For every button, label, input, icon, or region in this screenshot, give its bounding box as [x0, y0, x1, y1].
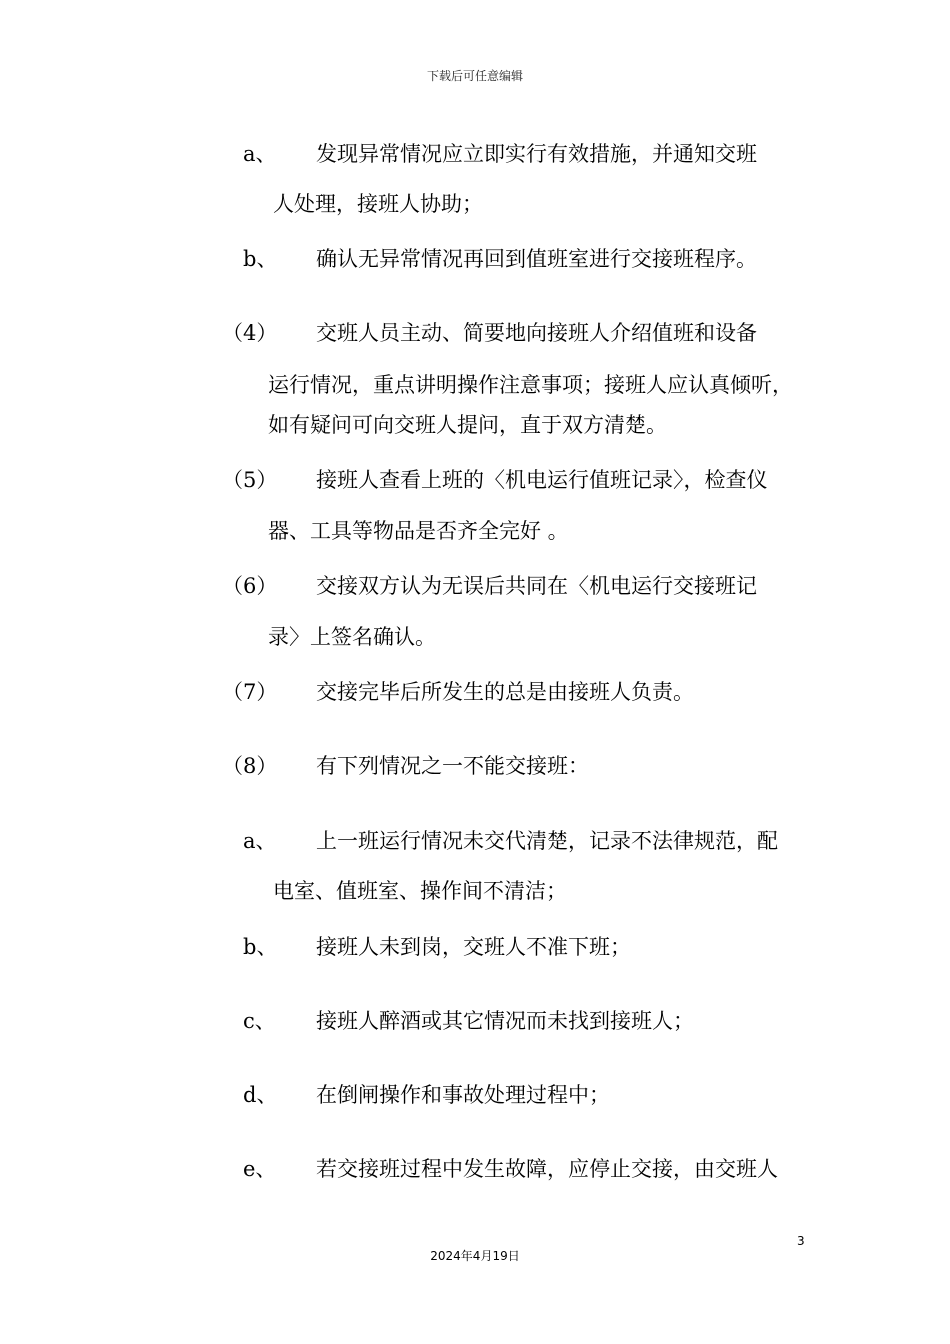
paragraph-line: 交接完毕后所发生的总是由接班人负责。	[316, 680, 694, 704]
paragraph-line: 接班人查看上班的〈机电运行值班记录〉，检查仪	[316, 468, 768, 492]
paragraph-line: 人处理，接班人协助；	[273, 192, 483, 216]
list-marker: b、	[243, 935, 278, 959]
list-marker: b、	[243, 247, 278, 271]
list-marker: a、	[243, 142, 277, 166]
list-marker: a、	[243, 829, 277, 853]
paragraph-line: 器、工具等物品是否齐全完好 。	[268, 519, 569, 543]
paragraph-line: 如有疑问可向交班人提问，直于双方清楚。	[268, 413, 667, 437]
paragraph-line: 交班人员主动、简要地向接班人介绍值班和设备	[316, 321, 757, 345]
paragraph-line: 接班人醉酒或其它情况而未找到接班人；	[316, 1009, 694, 1033]
list-marker: （7）	[222, 680, 278, 704]
paragraph-line: 上一班运行情况未交代清楚，记录不法律规范，配	[316, 829, 778, 853]
list-marker: d、	[243, 1083, 278, 1107]
paragraph-line: 录〉上签名确认。	[268, 625, 436, 649]
footer-date: 2024年4月19日	[430, 1249, 520, 1263]
list-marker: e、	[243, 1157, 277, 1181]
list-marker: （4）	[222, 321, 278, 345]
list-marker: （6）	[222, 574, 278, 598]
paragraph-line: 运行情况，重点讲明操作注意事项；接班人应认真倾听，	[268, 373, 793, 397]
page-number: 3	[797, 1234, 805, 1248]
paragraph-line: 发现异常情况应立即实行有效措施，并通知交班	[316, 142, 757, 166]
paragraph-line: 接班人未到岗，交班人不准下班；	[316, 935, 631, 959]
list-marker: （8）	[222, 754, 278, 778]
list-marker: c、	[243, 1009, 276, 1033]
paragraph-line: 电室、值班室、操作间不清洁；	[273, 879, 567, 903]
paragraph-line: 有下列情况之一不能交接班：	[316, 754, 589, 778]
paragraph-line: 在倒闸操作和事故处理过程中；	[316, 1083, 610, 1107]
paragraph-line: 确认无异常情况再回到值班室进行交接班程序。	[316, 247, 757, 271]
paragraph-line: 若交接班过程中发生故障，应停止交接，由交班人	[316, 1157, 778, 1181]
paragraph-line: 交接双方认为无误后共同在〈机电运行交接班记	[316, 574, 757, 598]
list-marker: （5）	[222, 468, 278, 492]
page-header: 下载后可任意编辑	[426, 69, 523, 83]
